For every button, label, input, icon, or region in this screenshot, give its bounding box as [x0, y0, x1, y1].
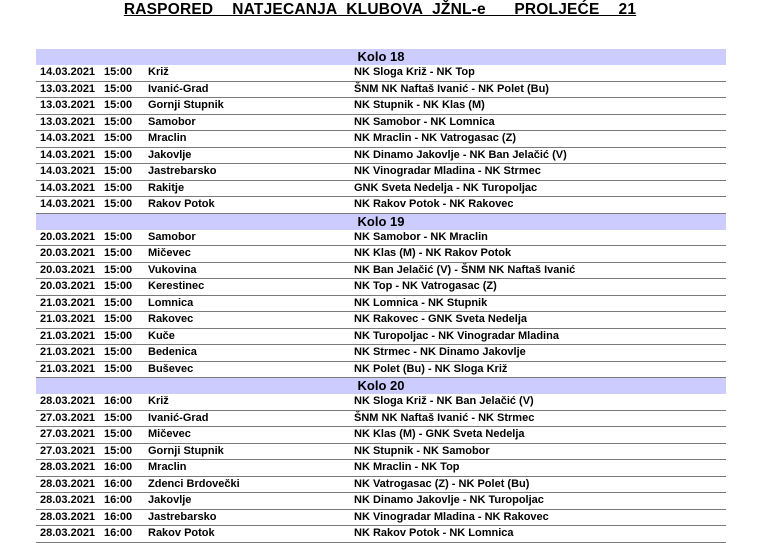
- match-venue: Lomnica: [148, 296, 194, 309]
- match-date: 14.03.2021: [40, 198, 96, 210]
- match-row: [36, 246, 726, 263]
- match-pairing: NK Mraclin - NK Vatrogasac (Z): [354, 132, 516, 144]
- match-pairing: NK Rakov Potok - NK Lomnica: [354, 527, 514, 539]
- match-row: [36, 510, 726, 527]
- match-venue: Mičevec: [148, 428, 191, 440]
- match-venue: Kuče: [148, 329, 175, 342]
- match-date: 20.03.2021: [40, 280, 96, 292]
- match-pairing: NK Mraclin - NK Top: [354, 461, 460, 473]
- round-header: Kolo 18: [36, 49, 726, 65]
- match-date: 21.03.2021: [40, 346, 96, 358]
- match-time: 15:00: [104, 165, 133, 177]
- match-time: 15:00: [104, 66, 133, 78]
- match-pairing: NK Stupnik - NK Samobor: [354, 444, 490, 457]
- match-row: [36, 279, 726, 296]
- match-pairing: NK Sloga Križ - NK Top: [354, 66, 475, 78]
- match-row: [36, 263, 726, 280]
- match-pairing: ŠNM NK Naftaš Ivanić - NK Strmec: [354, 411, 535, 424]
- match-row: [36, 411, 726, 428]
- match-pairing: NK Klas (M) - GNK Sveta Nedelja: [354, 428, 525, 440]
- match-row: [36, 197, 726, 214]
- match-pairing: NK Rakov Potok - NK Rakovec: [354, 198, 514, 210]
- match-pairing: NK Sloga Križ - NK Ban Jelačić (V): [354, 395, 534, 407]
- match-time: 15:00: [104, 313, 133, 325]
- match-venue: Samobor: [148, 115, 196, 128]
- match-pairing: NK Samobor - NK Mraclin: [354, 230, 488, 243]
- match-time: 15:00: [104, 82, 133, 95]
- match-row: [36, 444, 726, 461]
- match-date: 28.03.2021: [40, 395, 96, 407]
- match-row: [36, 312, 726, 329]
- match-row: [36, 493, 726, 510]
- match-pairing: NK Strmec - NK Dinamo Jakovlje: [354, 346, 526, 358]
- match-date: 28.03.2021: [40, 461, 96, 473]
- match-date: 21.03.2021: [40, 362, 96, 375]
- match-pairing: NK Turopoljac - NK Vinogradar Mladina: [354, 329, 559, 342]
- match-pairing: ŠNM NK Naftaš Ivanić - NK Polet (Bu): [354, 82, 549, 95]
- match-time: 16:00: [104, 461, 133, 473]
- match-venue: Rakitje: [148, 181, 185, 194]
- match-row: [36, 329, 726, 346]
- match-time: 15:00: [104, 346, 133, 358]
- match-venue: Jastrebarsko: [148, 510, 217, 523]
- match-row: [36, 181, 726, 198]
- match-row: [36, 98, 726, 115]
- match-pairing: NK Klas (M) - NK Rakov Potok: [354, 247, 512, 259]
- match-venue: Križ: [148, 66, 169, 78]
- match-pairing: NK Top - NK Vatrogasac (Z): [354, 280, 497, 292]
- match-time: 15:00: [104, 411, 133, 424]
- match-time: 15:00: [104, 444, 133, 457]
- match-venue: Ivanić-Grad: [148, 411, 209, 424]
- match-pairing: NK Polet (Bu) - NK Sloga Križ: [354, 362, 508, 375]
- match-date: 14.03.2021: [40, 132, 96, 144]
- match-date: 13.03.2021: [40, 82, 96, 95]
- match-venue: Bedenica: [148, 346, 197, 358]
- match-time: 16:00: [104, 527, 133, 539]
- match-pairing: NK Ban Jelačić (V) - ŠNM NK Naftaš Ivanić: [354, 263, 576, 276]
- match-date: 14.03.2021: [40, 66, 96, 78]
- match-pairing: NK Stupnik - NK Klas (M): [354, 99, 485, 111]
- match-time: 15:00: [104, 247, 133, 259]
- match-venue: Gornji Stupnik: [148, 99, 224, 111]
- match-pairing: NK Dinamo Jakovlje - NK Turopoljac: [354, 494, 544, 506]
- match-row: [36, 164, 726, 181]
- match-date: 21.03.2021: [40, 329, 96, 342]
- match-date: 28.03.2021: [40, 527, 96, 539]
- match-date: 14.03.2021: [40, 165, 96, 177]
- match-venue: Mraclin: [148, 461, 187, 473]
- match-date: 28.03.2021: [40, 510, 96, 523]
- match-pairing: NK Rakovec - GNK Sveta Nedelja: [354, 313, 528, 325]
- match-date: 14.03.2021: [40, 181, 96, 194]
- schedule-table: [36, 49, 726, 543]
- match-date: 13.03.2021: [40, 115, 96, 128]
- match-row: [36, 65, 726, 82]
- match-venue: Križ: [148, 395, 169, 407]
- match-time: 15:00: [104, 329, 133, 342]
- match-venue: Zdenci Brdovečki: [148, 477, 240, 490]
- round-header: Kolo 20: [36, 378, 726, 394]
- match-venue: Jakovlje: [148, 148, 192, 161]
- page-title: RASPORED NATJECANJA KLUBOVA JŽNL-e PROLJEĆE 21: [123, 1, 637, 18]
- match-row: [36, 230, 726, 247]
- match-time: 15:00: [104, 362, 133, 375]
- match-time: 16:00: [104, 494, 133, 506]
- match-row: [36, 526, 726, 543]
- match-time: 15:00: [104, 115, 133, 128]
- match-date: 27.03.2021: [40, 428, 96, 440]
- match-venue: Gornji Stupnik: [148, 444, 224, 457]
- match-venue: Mičevec: [148, 247, 191, 259]
- match-date: 13.03.2021: [40, 99, 96, 111]
- match-time: 15:00: [104, 280, 133, 292]
- match-date: 14.03.2021: [40, 148, 96, 161]
- match-pairing: NK Lomnica - NK Stupnik: [354, 296, 488, 309]
- match-date: 21.03.2021: [40, 313, 96, 325]
- match-row: [36, 131, 726, 148]
- match-date: 21.03.2021: [40, 296, 96, 309]
- match-date: 28.03.2021: [40, 494, 96, 506]
- match-pairing: NK Dinamo Jakovlje - NK Ban Jelačić (V): [354, 148, 567, 161]
- match-venue: Rakovec: [148, 313, 194, 325]
- match-time: 16:00: [104, 477, 133, 490]
- match-venue: Buševec: [148, 362, 194, 375]
- match-venue: Rakov Potok: [148, 527, 215, 539]
- match-date: 28.03.2021: [40, 477, 96, 490]
- match-row: [36, 296, 726, 313]
- match-pairing: NK Samobor - NK Lomnica: [354, 115, 495, 128]
- match-row: [36, 477, 726, 494]
- match-row: [36, 394, 726, 411]
- match-venue: Jakovlje: [148, 494, 192, 506]
- match-pairing: NK Vinogradar Mladina - NK Strmec: [354, 165, 541, 177]
- match-venue: Jastrebarsko: [148, 165, 217, 177]
- match-row: [36, 460, 726, 477]
- match-date: 20.03.2021: [40, 230, 96, 243]
- match-venue: Ivanić-Grad: [148, 82, 209, 95]
- match-pairing: NK Vinogradar Mladina - NK Rakovec: [354, 510, 549, 523]
- match-date: 20.03.2021: [40, 263, 96, 276]
- match-time: 16:00: [104, 510, 133, 523]
- match-time: 15:00: [104, 198, 133, 210]
- match-date: 27.03.2021: [40, 411, 96, 424]
- match-time: 15:00: [104, 230, 133, 243]
- match-venue: Mraclin: [148, 132, 187, 144]
- match-time: 15:00: [104, 263, 133, 276]
- match-time: 15:00: [104, 428, 133, 440]
- match-time: 15:00: [104, 296, 133, 309]
- round-header: Kolo 19: [36, 214, 726, 230]
- match-row: [36, 115, 726, 132]
- match-venue: Kerestinec: [148, 280, 205, 292]
- match-pairing: GNK Sveta Nedelja - NK Turopoljac: [354, 181, 538, 194]
- match-time: 15:00: [104, 132, 133, 144]
- match-time: 15:00: [104, 148, 133, 161]
- match-row: [36, 148, 726, 165]
- match-time: 15:00: [104, 181, 133, 194]
- match-pairing: NK Vatrogasac (Z) - NK Polet (Bu): [354, 477, 530, 490]
- match-date: 20.03.2021: [40, 247, 96, 259]
- match-time: 16:00: [104, 395, 133, 407]
- match-row: [36, 427, 726, 444]
- match-venue: Vukovina: [148, 263, 197, 276]
- match-date: 27.03.2021: [40, 444, 96, 457]
- match-venue: Samobor: [148, 230, 196, 243]
- match-time: 15:00: [104, 99, 133, 111]
- match-row: [36, 82, 726, 99]
- match-row: [36, 362, 726, 379]
- match-row: [36, 345, 726, 362]
- match-venue: Rakov Potok: [148, 198, 215, 210]
